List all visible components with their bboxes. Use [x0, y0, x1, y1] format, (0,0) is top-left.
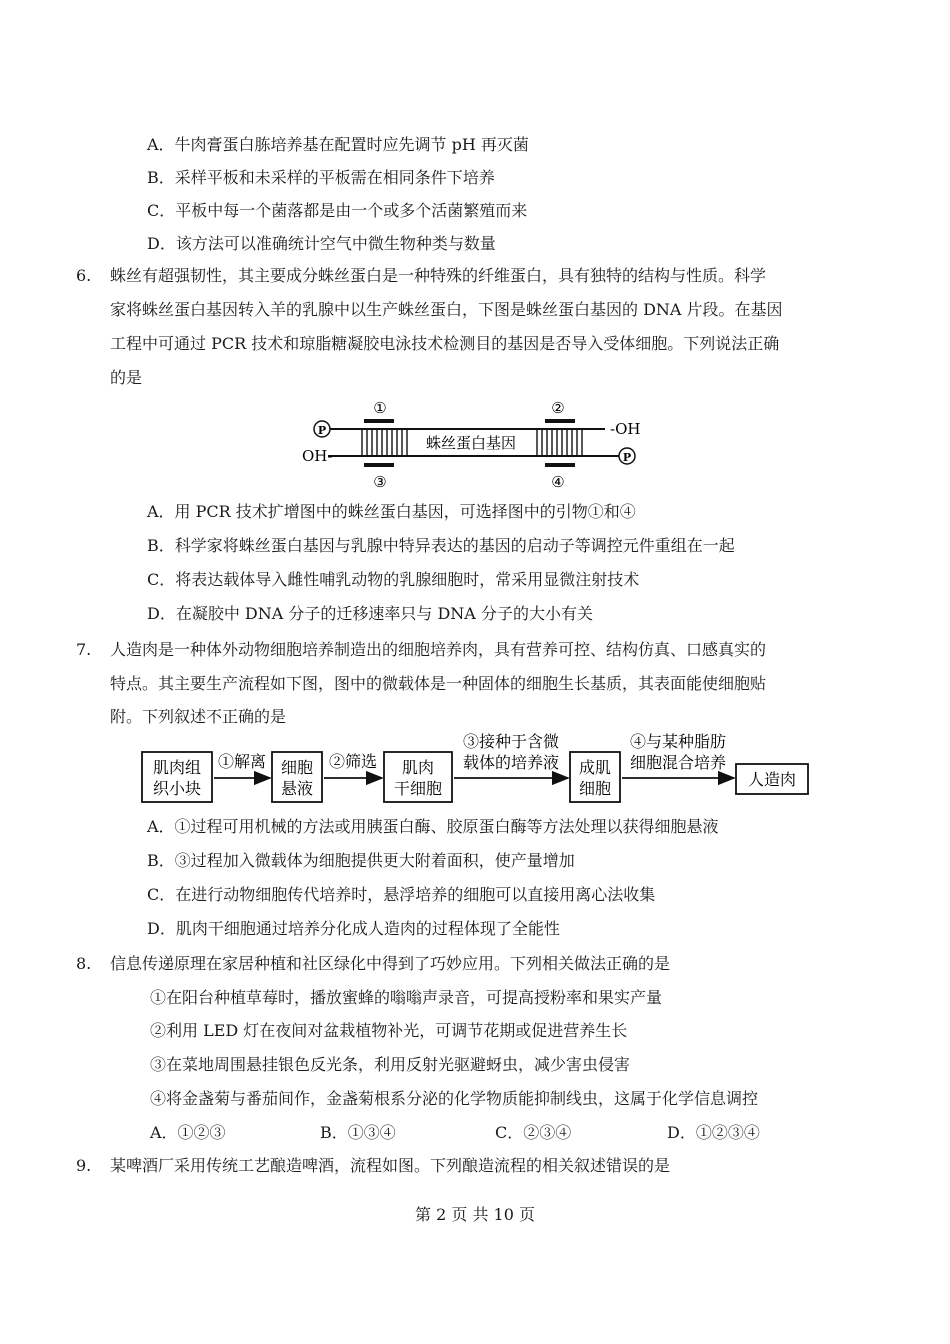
q7-option-b: B．③过程加入微载体为细胞提供更大附着面积，使产量增加 — [147, 851, 575, 870]
svg-text:P: P — [317, 424, 327, 437]
svg-text:③接种于含微: ③接种于含微 — [462, 732, 560, 751]
q8-stem: 信息传递原理在家居种植和社区绿化中得到了巧妙应用。下列相关做法正确的是 — [110, 954, 671, 973]
q7-option-c: C．在进行动物细胞传代培养时，悬浮培养的细胞可以直接用离心法收集 — [147, 885, 656, 904]
dna-fragment-diagram — [300, 393, 660, 493]
q7-stem-line: 特点。其主要生产流程如下图，图中的微载体是一种固体的细胞生长基质，其表面能使细胞贴 — [110, 674, 767, 693]
base-pairs-right — [537, 429, 582, 456]
q8-item: ④将金盏菊与番茄间作，金盏菊根系分泌的化学物质能抑制线虫，这属于化学信息调控 — [150, 1089, 759, 1108]
q8-item: ②利用 LED 灯在夜间对盆栽植物补光，可调节花期或促进营养生长 — [150, 1021, 628, 1040]
svg-text:细胞: 细胞 — [280, 758, 314, 777]
q7-stem-line: 附。下列叙述不正确的是 — [110, 707, 287, 726]
q6-option-d: D．在凝胶中 DNA 分子的迁移速率只与 DNA 分子的大小有关 — [147, 604, 593, 623]
primer-4-label: ④ — [551, 473, 565, 491]
svg-text:②筛选: ②筛选 — [328, 752, 378, 771]
q5-option-a: A．牛肉膏蛋白胨培养基在配置时应先调节 pH 再灭菌 — [147, 135, 529, 154]
cultured-meat-flowchart — [138, 730, 818, 808]
primer-4 — [545, 463, 575, 467]
q8-item: ③在菜地周围悬挂银色反光条，利用反射光驱避蚜虫，减少害虫侵害 — [150, 1055, 631, 1074]
q6-stem-line: 工程中可通过 PCR 技术和琼脂糖凝胶电泳技术检测目的基因是否导入受体细胞。下列说法正确 — [110, 334, 780, 353]
svg-text:细胞混合培养: 细胞混合培养 — [629, 753, 727, 772]
q6-number: 6. — [76, 266, 92, 285]
q8-choice-b: B．①③④ — [320, 1123, 396, 1142]
q8-choice-d: D．①②③④ — [667, 1123, 760, 1142]
svg-text:载体的培养液: 载体的培养液 — [462, 753, 560, 772]
q8-choice-a: A．①②③ — [150, 1123, 226, 1142]
gene-label: 蛛丝蛋白基因 — [425, 434, 517, 452]
svg-text:成肌: 成肌 — [578, 758, 612, 777]
svg-text:织小块: 织小块 — [152, 779, 202, 798]
q5-option-c: C．平板中每一个菌落都是由一个或多个活菌繁殖而来 — [147, 201, 528, 220]
q6-option-a: A．用 PCR 技术扩增图中的蛛丝蛋白基因，可选择图中的引物①和④ — [147, 502, 636, 521]
q7-stem-line: 人造肉是一种体外动物细胞培养制造出的细胞培养肉，具有营养可控、结构仿真、口感真实的 — [110, 640, 767, 659]
q9-stem: 某啤酒厂采用传统工艺酿造啤酒，流程如图。下列酿造流程的相关叙述错误的是 — [110, 1156, 671, 1175]
primer-2-label: ② — [551, 399, 565, 417]
oh-label-top: -OH — [610, 420, 641, 438]
q5-option-d: D．该方法可以准确统计空气中微生物种类与数量 — [147, 234, 496, 253]
q7-number: 7. — [76, 640, 92, 659]
q6-option-b: B．科学家将蛛丝蛋白基因与乳腺中特异表达的基因的启动子等调控元件重组在一起 — [147, 536, 735, 555]
primer-3 — [364, 463, 394, 467]
svg-text:人造肉: 人造肉 — [747, 770, 797, 789]
svg-text:①解离: ①解离 — [217, 752, 267, 771]
q8-choices — [150, 1122, 790, 1144]
svg-text:悬液: 悬液 — [280, 779, 314, 798]
svg-text:P: P — [622, 451, 632, 464]
q8-item: ①在阳台种植草莓时，播放蜜蜂的嗡嗡声录音，可提高授粉率和果实产量 — [150, 988, 663, 1007]
primer-2 — [545, 419, 575, 423]
q9-number: 9. — [76, 1156, 92, 1175]
q8-number: 8. — [76, 954, 92, 973]
primer-1-label: ① — [373, 399, 387, 417]
oh-label-bottom: OH- — [302, 447, 333, 465]
svg-text:干细胞: 干细胞 — [393, 779, 443, 798]
q6-stem-line: 蛛丝有超强韧性，其主要成分蛛丝蛋白是一种特殊的纤维蛋白，具有独特的结构与性质。科学 — [110, 266, 767, 285]
q7-option-d: D．肌肉干细胞通过培养分化成人造肉的过程体现了全能性 — [147, 919, 560, 938]
q5-option-b: B．采样平板和未采样的平板需在相同条件下培养 — [147, 168, 495, 187]
q6-stem-line: 的是 — [110, 368, 143, 387]
q7-option-a: A．①过程可用机械的方法或用胰蛋白酶、胶原蛋白酶等方法处理以获得细胞悬液 — [147, 817, 719, 836]
svg-text:肌肉: 肌肉 — [401, 758, 435, 777]
page-footer: 第 2 页 共 10 页 — [415, 1205, 535, 1224]
svg-text:④与某种脂肪: ④与某种脂肪 — [629, 732, 727, 751]
svg-text:细胞: 细胞 — [578, 779, 612, 798]
q8-choice-c: C．②③④ — [495, 1123, 572, 1142]
svg-text:肌肉组: 肌肉组 — [152, 758, 202, 777]
q6-stem-line: 家将蛛丝蛋白基因转入羊的乳腺中以生产蛛丝蛋白，下图是蛛丝蛋白基因的 DNA 片段。在基因 — [110, 300, 783, 319]
primer-3-label: ③ — [373, 473, 387, 491]
q6-option-c: C．将表达载体导入雌性哺乳动物的乳腺细胞时，常采用显微注射技术 — [147, 570, 640, 589]
primer-1 — [364, 419, 394, 423]
base-pairs-left — [362, 429, 407, 456]
